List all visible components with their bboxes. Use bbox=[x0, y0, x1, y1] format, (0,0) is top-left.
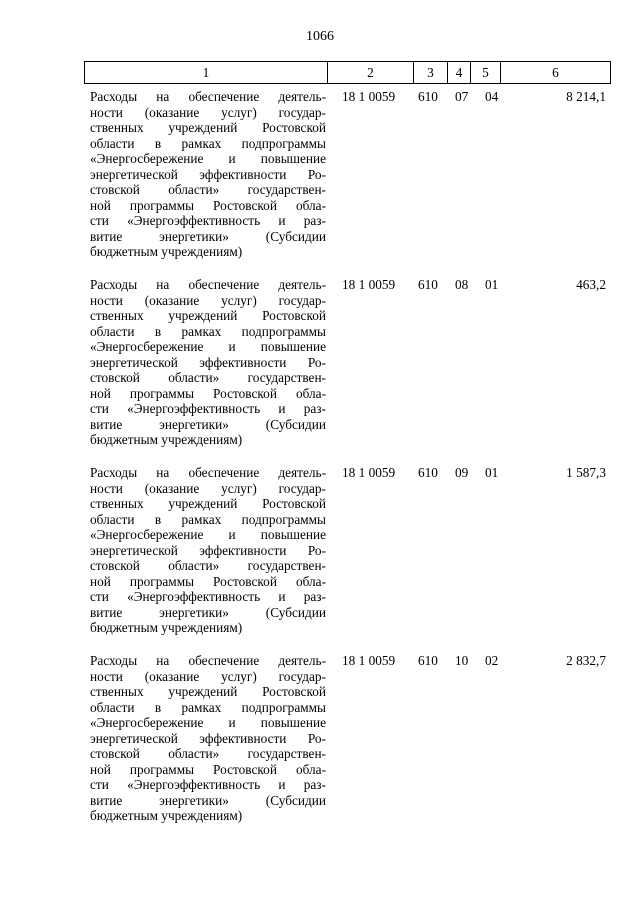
amount-value: 2 832,7 bbox=[566, 653, 606, 668]
description-line: витие энергетики» (Субсидии bbox=[90, 228, 326, 244]
description-line: области в рамках подпрограммы bbox=[90, 135, 326, 151]
column-header-6: 6 bbox=[501, 62, 611, 84]
description-line: ственных учреждений Ростовской bbox=[90, 120, 326, 136]
target-article-code: 18 1 0059 bbox=[342, 89, 396, 104]
row-description bbox=[90, 89, 326, 260]
description-line: ности (оказание услуг) государ- bbox=[90, 668, 326, 684]
section-code: 08 bbox=[455, 277, 469, 292]
description-line: витие энергетики» (Субсидии bbox=[90, 416, 326, 432]
description-line: области в рамках подпрограммы bbox=[90, 511, 326, 527]
table-row bbox=[84, 465, 610, 653]
expense-type-code: 610 bbox=[418, 465, 438, 480]
page-number: 1066 bbox=[306, 29, 334, 44]
description-line: «Энергосбережение и повышение bbox=[90, 715, 326, 731]
description-line: ной программы Ростовской обла- bbox=[90, 761, 326, 777]
description-line: ной программы Ростовской обла- bbox=[90, 197, 326, 213]
description-line: ной программы Ростовской обла- bbox=[90, 573, 326, 589]
description-line: сти «Энергоэффективность и раз- bbox=[90, 589, 326, 605]
description-line: Расходы на обеспечение деятель- bbox=[90, 653, 326, 668]
description-line: энергетической эффективности Ро- bbox=[90, 542, 326, 558]
amount-value: 463,2 bbox=[576, 277, 606, 292]
description-line: Расходы на обеспечение деятель- bbox=[90, 465, 326, 480]
expense-type-code: 610 bbox=[418, 653, 438, 668]
description-line: Расходы на обеспечение деятель- bbox=[90, 277, 326, 292]
table-row bbox=[84, 89, 610, 277]
expense-type-code: 610 bbox=[418, 277, 438, 292]
description-line: сти «Энергоэффективность и раз- bbox=[90, 777, 326, 793]
description-line: ности (оказание услуг) государ- bbox=[90, 480, 326, 496]
description-line: энергетической эффективности Ро- bbox=[90, 166, 326, 182]
column-header-4: 4 bbox=[448, 62, 471, 84]
table-row bbox=[84, 277, 610, 465]
description-line: стовской области» государствен- bbox=[90, 182, 326, 198]
target-article-code: 18 1 0059 bbox=[342, 277, 396, 292]
description-line: «Энергосбережение и повышение bbox=[90, 151, 326, 167]
description-line: ной программы Ростовской обла- bbox=[90, 385, 326, 401]
row-description bbox=[90, 277, 326, 448]
column-header-1: 1 bbox=[85, 62, 328, 84]
subsection-code: 04 bbox=[485, 89, 499, 104]
row-description bbox=[90, 653, 326, 824]
description-line: стовской области» государствен- bbox=[90, 558, 326, 574]
description-line: области в рамках подпрограммы bbox=[90, 699, 326, 715]
section-code: 10 bbox=[455, 653, 469, 668]
description-line: бюджетным учреждениям) bbox=[90, 244, 243, 260]
description-line: бюджетным учреждениям) bbox=[90, 432, 243, 448]
description-line: «Энергосбережение и повышение bbox=[90, 527, 326, 543]
subsection-code: 01 bbox=[485, 465, 499, 480]
description-line: ности (оказание услуг) государ- bbox=[90, 292, 326, 308]
column-header-3: 3 bbox=[414, 62, 448, 84]
description-line: витие энергетики» (Субсидии bbox=[90, 604, 326, 620]
description-line: бюджетным учреждениям) bbox=[90, 808, 243, 824]
target-article-code: 18 1 0059 bbox=[342, 653, 396, 668]
description-line: стовской области» государствен- bbox=[90, 746, 326, 762]
section-code: 07 bbox=[455, 89, 469, 104]
column-header-table bbox=[84, 61, 611, 84]
amount-value: 8 214,1 bbox=[566, 89, 606, 104]
description-line: стовской области» государствен- bbox=[90, 370, 326, 386]
description-line: сти «Энергоэффективность и раз- bbox=[90, 401, 326, 417]
row-description bbox=[90, 465, 326, 636]
description-line: энергетической эффективности Ро- bbox=[90, 354, 326, 370]
column-header-2: 2 bbox=[328, 62, 414, 84]
table-row bbox=[84, 653, 610, 841]
expense-type-code: 610 bbox=[418, 89, 438, 104]
subsection-code: 01 bbox=[485, 277, 499, 292]
column-header-row bbox=[85, 62, 611, 84]
section-code: 09 bbox=[455, 465, 469, 480]
description-line: «Энергосбережение и повышение bbox=[90, 339, 326, 355]
description-line: ственных учреждений Ростовской bbox=[90, 308, 326, 324]
description-line: бюджетным учреждениям) bbox=[90, 620, 243, 636]
description-line: ности (оказание услуг) государ- bbox=[90, 104, 326, 120]
table-body bbox=[84, 89, 610, 841]
description-line: Расходы на обеспечение деятель- bbox=[90, 89, 326, 104]
subsection-code: 02 bbox=[485, 653, 499, 668]
description-line: области в рамках подпрограммы bbox=[90, 323, 326, 339]
target-article-code: 18 1 0059 bbox=[342, 465, 396, 480]
description-line: энергетической эффективности Ро- bbox=[90, 730, 326, 746]
amount-value: 1 587,3 bbox=[566, 465, 606, 480]
description-line: сти «Энергоэффективность и раз- bbox=[90, 213, 326, 229]
description-line: витие энергетики» (Субсидии bbox=[90, 792, 326, 808]
description-line: ственных учреждений Ростовской bbox=[90, 684, 326, 700]
column-header-5: 5 bbox=[471, 62, 501, 84]
description-line: ственных учреждений Ростовской bbox=[90, 496, 326, 512]
